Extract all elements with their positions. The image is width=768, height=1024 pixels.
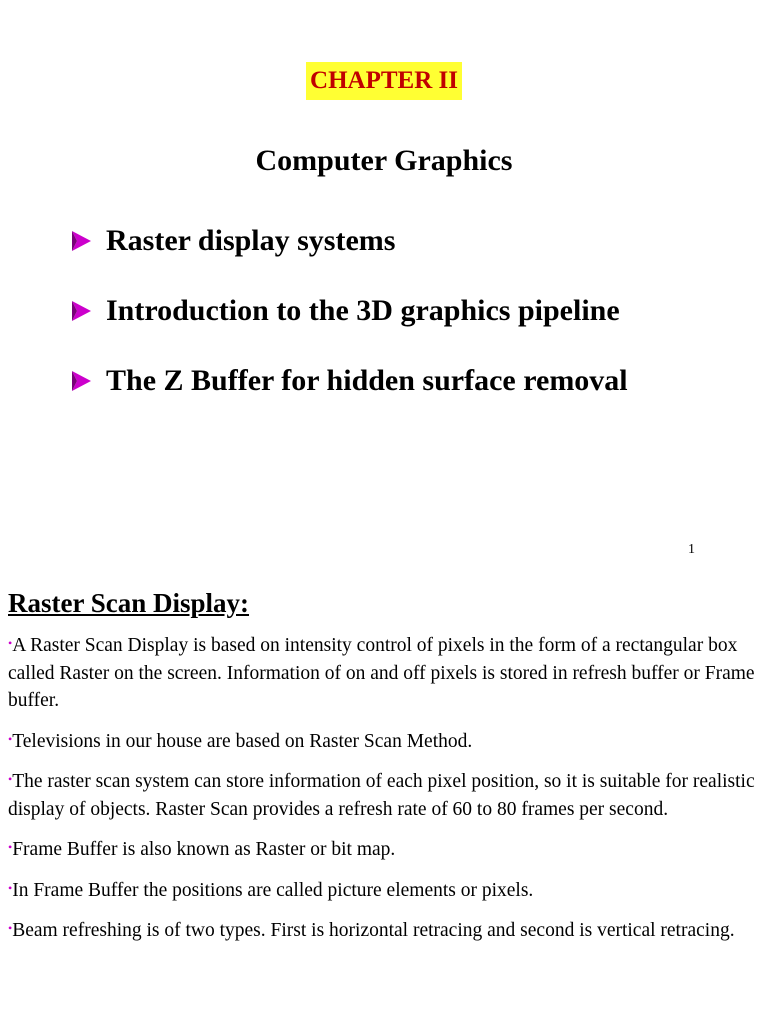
- page-number: 1: [688, 542, 695, 557]
- topic-item: [68, 222, 395, 260]
- topic-label: The Z Buffer for hidden surface removal: [106, 364, 628, 397]
- body-text: [8, 630, 760, 956]
- topic-label: Introduction to the 3D graphics pipeline: [106, 294, 620, 327]
- bullet-paragraph: [8, 766, 760, 823]
- bullet-paragraph: [8, 726, 760, 756]
- chapter-label: CHAPTER II: [306, 62, 462, 100]
- arrowhead-icon: [68, 368, 94, 394]
- bullet-dot-icon: •: [8, 921, 13, 935]
- topic-item: [68, 362, 628, 400]
- topic-label: Raster display systems: [106, 224, 396, 257]
- topic-item: [68, 292, 620, 330]
- bullet-paragraph: [8, 875, 760, 905]
- arrowhead-icon: [68, 298, 94, 324]
- course-title: Computer Graphics: [255, 144, 513, 177]
- chapter-header: [0, 62, 768, 100]
- bullet-dot-icon: •: [8, 840, 13, 854]
- paragraph-text: In Frame Buffer the positions are called picture elements or pixels.: [12, 879, 534, 901]
- bullet-dot-icon: •: [8, 772, 13, 786]
- arrowhead-icon: [68, 228, 94, 254]
- paragraph-text: The raster scan system can store information of each pixel position, so it is suitable for realistic display of objects. Raster Scan provides a refresh rate of 60 to 80 frames per second.: [8, 771, 755, 820]
- section-heading: Raster Scan Display:: [8, 588, 250, 618]
- bullet-paragraph: [8, 630, 760, 715]
- bullet-paragraph: [8, 915, 760, 945]
- bullet-paragraph: [8, 834, 760, 864]
- slide-2: [0, 570, 768, 1024]
- bullet-dot-icon: •: [8, 731, 13, 746]
- paragraph-text: Beam refreshing is of two types. First is horizontal retracing and second is vertical retracing.: [12, 920, 735, 941]
- bullet-dot-icon: •: [8, 880, 13, 895]
- bullet-dot-icon: •: [8, 636, 13, 650]
- paragraph-text: A Raster Scan Display is based on intensity control of pixels in the form of a rectangular box called Raster on the screen. Information of on and off pixels is stored in refresh buffer or Frame buffer.: [8, 635, 755, 711]
- paragraph-text: Televisions in our house are based on Raster Scan Method.: [12, 730, 473, 752]
- paragraph-text: Frame Buffer is also known as Raster or bit map.: [12, 839, 396, 860]
